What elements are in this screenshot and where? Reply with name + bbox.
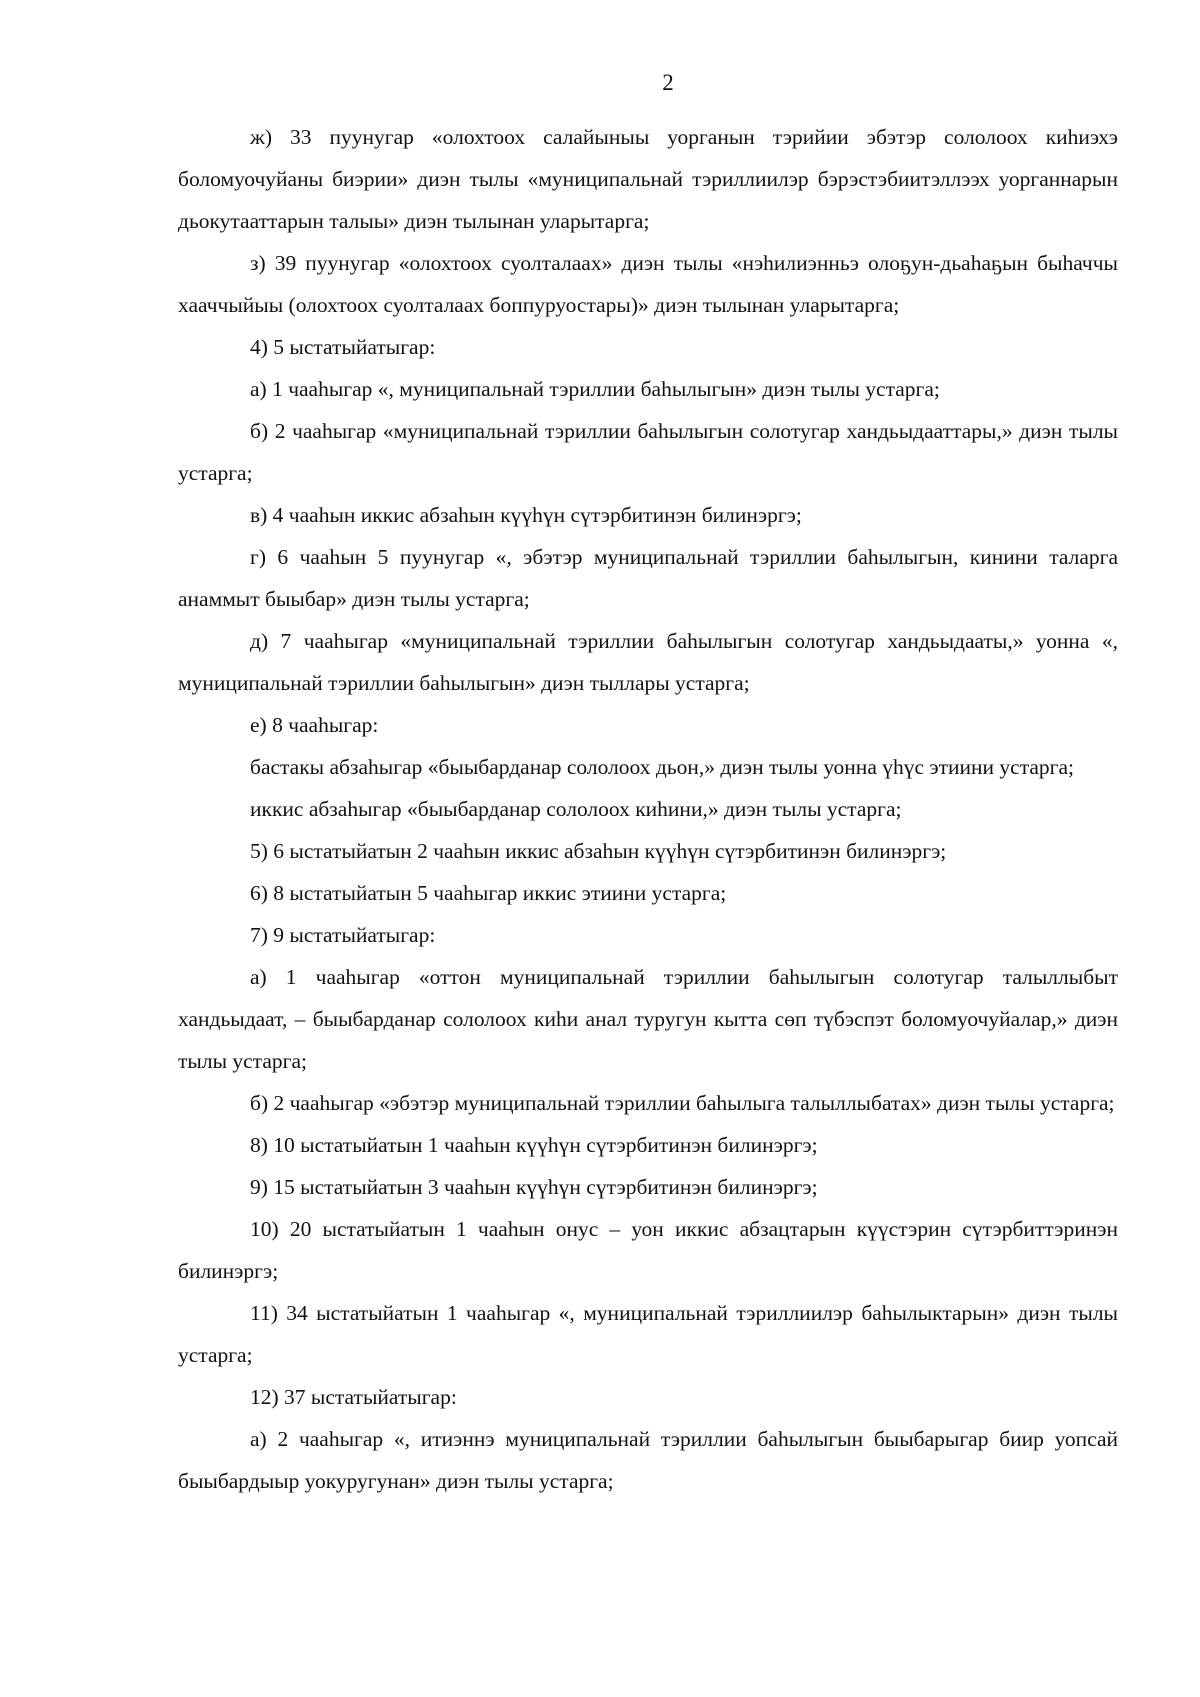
- page-number: 2: [662, 70, 674, 95]
- paragraph-first-abzats: бастакы абзаһыгар «быыбарданар сололоох дьон,» диэн тылы уонна үһүс этиини устарга;: [250, 755, 1075, 779]
- paragraph-subitem-4e: е) 8 чааһыгар:: [250, 713, 379, 737]
- paragraph-item-8: 8) 10 ыстатыйатын 1 чааһын күүһүн сүтэрбитинэн билинэргэ;: [250, 1133, 818, 1157]
- paragraph-item-7: 7) 9 ыстатыйатыгар:: [250, 923, 436, 947]
- paragraph-subitem-7a: а) 1 чааһыгар «оттон муниципальнай тэриллии баһылыгын солотугар талыллыбыт хандьыдаат, – быыбарданар сололоох киһи анал туругун кытта сөп түбэспэт боломуочуйалар,» диэн тылы устарга;: [178, 965, 1118, 1073]
- paragraph-subitem-4g: г) 6 чааһын 5 пуунугар «, эбэтэр муниципальнай тэриллии баһылыгын, кинини таларга анаммыт быыбар» диэн тылы устарга;: [178, 545, 1118, 611]
- paragraph-item-11: 11) 34 ыстатыйатын 1 чааһыгар «, муниципальнай тэриллиилэр баһылыктарын» диэн тылы устарга;: [178, 1301, 1118, 1367]
- paragraph-subitem-4b: б) 2 чааһыгар «муниципальнай тэриллии баһылыгын солотугар хандьыдааттары,» диэн тылы устарга;: [178, 419, 1118, 485]
- paragraph-subitem-12a: а) 2 чааһыгар «, итиэннэ муниципальнай тэриллии баһылыгын быыбарыгар биир уопсай быыбардыыр уокуругунан» диэн тылы устарга;: [178, 1427, 1118, 1493]
- paragraph-second-abzats: иккис абзаһыгар «быыбарданар сололоох киһини,» диэн тылы устарга;: [250, 797, 902, 821]
- paragraph-item-6: 6) 8 ыстатыйатын 5 чааһыгар иккис этиини устарга;: [250, 881, 727, 905]
- paragraph-subitem-4v: в) 4 чааһын иккис абзаһын күүһүн сүтэрбитинэн билинэргэ;: [250, 503, 802, 527]
- paragraph-subitem-4d: д) 7 чааһыгар «муниципальнай тэриллии баһылыгын солотугар хандьыдааты,» уонна «, муниципальнай тэриллии баһылыгын» диэн тыллары устарга;: [178, 629, 1118, 695]
- paragraph-item-z: з) 39 пуунугар «олохтоох суолталаах» диэн тылы «нэһилиэнньэ олоҕун-дьаһаҕын быһаччы хааччыйыы (олохтоох суолталаах боппуруостары)» диэн тылынан уларытарга;: [178, 251, 1118, 317]
- paragraph-item-zh: ж) 33 пуунугар «олохтоох салайыныы уорганын тэрийии эбэтэр сололоох киһиэхэ боломуочуйаны биэрии» диэн тылы «муниципальнай тэриллиилэр бэрэстэбиитэллээх уорганнарын дьокутааттарын талыы» диэн тылынан уларытарга;: [178, 125, 1118, 233]
- paragraph-subitem-7b: б) 2 чааһыгар «эбэтэр муниципальнай тэриллии баһылыга талыллыбатах» диэн тылы устарга;: [250, 1091, 1115, 1115]
- paragraph-item-10: 10) 20 ыстатыйатын 1 чааһын онус – уон иккис абзацтарын күүстэрин сүтэрбиттэринэн билинэргэ;: [178, 1217, 1118, 1283]
- paragraph-item-5: 5) 6 ыстатыйатын 2 чааһын иккис абзаһын күүһүн сүтэрбитинэн билинэргэ;: [250, 839, 947, 863]
- paragraph-item-12: 12) 37 ыстатыйатыгар:: [250, 1385, 457, 1409]
- paragraph-item-9: 9) 15 ыстатыйатын 3 чааһын күүһүн сүтэрбитинэн билинэргэ;: [250, 1175, 818, 1199]
- document-body: [178, 116, 1118, 1502]
- paragraph-subitem-4a: а) 1 чааһыгар «, муниципальнай тэриллии баһылыгын» диэн тылы устарга;: [250, 377, 940, 401]
- paragraph-item-4: 4) 5 ыстатыйатыгар:: [250, 335, 436, 359]
